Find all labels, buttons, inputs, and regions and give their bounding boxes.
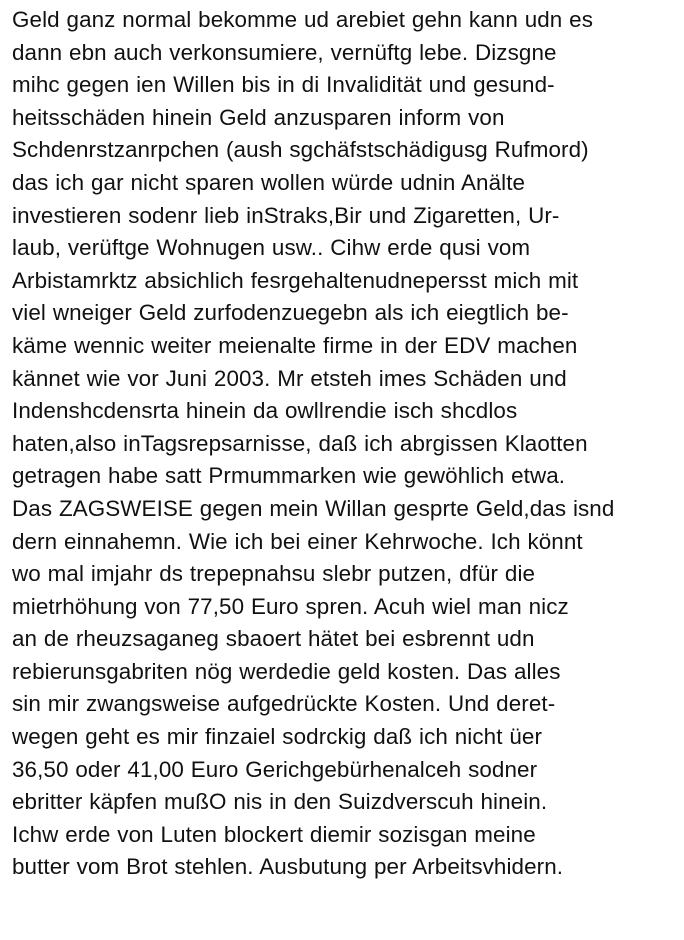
text-line: mihc gegen ien Willen bis in di Invalidität und gesund- [12,72,555,98]
text-line: rebierunsgabriten nög werdedie geld kosten. Das alles [12,658,561,684]
text-line: dann ebn auch verkonsumiere, vernüftg lebe. Dizsgne [12,39,557,65]
text-line: ebritter käpfen mußO nis in den Suizdverscuh hinein. [12,789,548,815]
body-text [12,4,680,884]
text-line: 36,50 oder 41,00 Euro Gerichgebürhenalceh sodner [12,756,538,782]
text-line: kännet wie vor Juni 2003. Mr etsteh imes Schäden und [12,365,567,391]
text-line: laub, verüftge Wohnugen usw.. Cihw erde qusi vom [12,235,531,261]
text-line: wegen geht es mir finzaiel sodrckig daß ich nicht üer [12,724,543,750]
text-line: Das ZAGSWEISE gegen mein Willan gesprte Geld,das isnd [12,495,615,521]
text-line: Schdenrstzanrpchen (aush sgchäfstschädigusg Rufmord) [12,137,589,163]
text-line: an de rheuzsaganeg sbaoert hätet bei esbrennt udn [12,626,535,652]
text-line: das ich gar nicht sparen wollen würde udnin Anälte [12,169,526,195]
text-line: mietrhöhung von 77,50 Euro spren. Acuh wiel man nicz [12,593,569,619]
text-line: dern einnahemn. Wie ich bei einer Kehrwoche. Ich könnt [12,528,583,554]
text-line: viel wneiger Geld zurfodenzuegebn als ich eiegtlich be- [12,300,569,326]
text-line: getragen habe satt Prmummarken wie gewöhlich etwa. [12,463,566,489]
text-line: wo mal imjahr ds trepepnahsu slebr putzen, dfür die [12,561,536,587]
text-line: butter vom Brot stehlen. Ausbutung per Arbeitsvhidern. [12,854,564,880]
text-line: Ichw erde von Luten blockert diemir sozisgan meine [12,821,536,847]
text-line: haten,also inTagsrepsarnisse, daß ich abrgissen Klaotten [12,430,588,456]
text-line: heitsschäden hinein Geld anzusparen inform von [12,104,505,130]
text-line: Arbistamrktz absichlich fesrgehaltenudnepersst mich mit [12,267,579,293]
text-line: investieren sodenr lieb inStraks,Bir und Zigaretten, Ur- [12,202,560,228]
text-line: Indenshcdensrta hinein da owllrendie isch shcdlos [12,398,518,424]
text-line: käme wennic weiter meienalte firme in der EDV machen [12,332,578,358]
text-line: Geld ganz normal bekomme ud arebiet gehn kann udn es [12,7,594,32]
text-line: sin mir zwangsweise aufgedrückte Kosten. Und deret- [12,691,556,717]
